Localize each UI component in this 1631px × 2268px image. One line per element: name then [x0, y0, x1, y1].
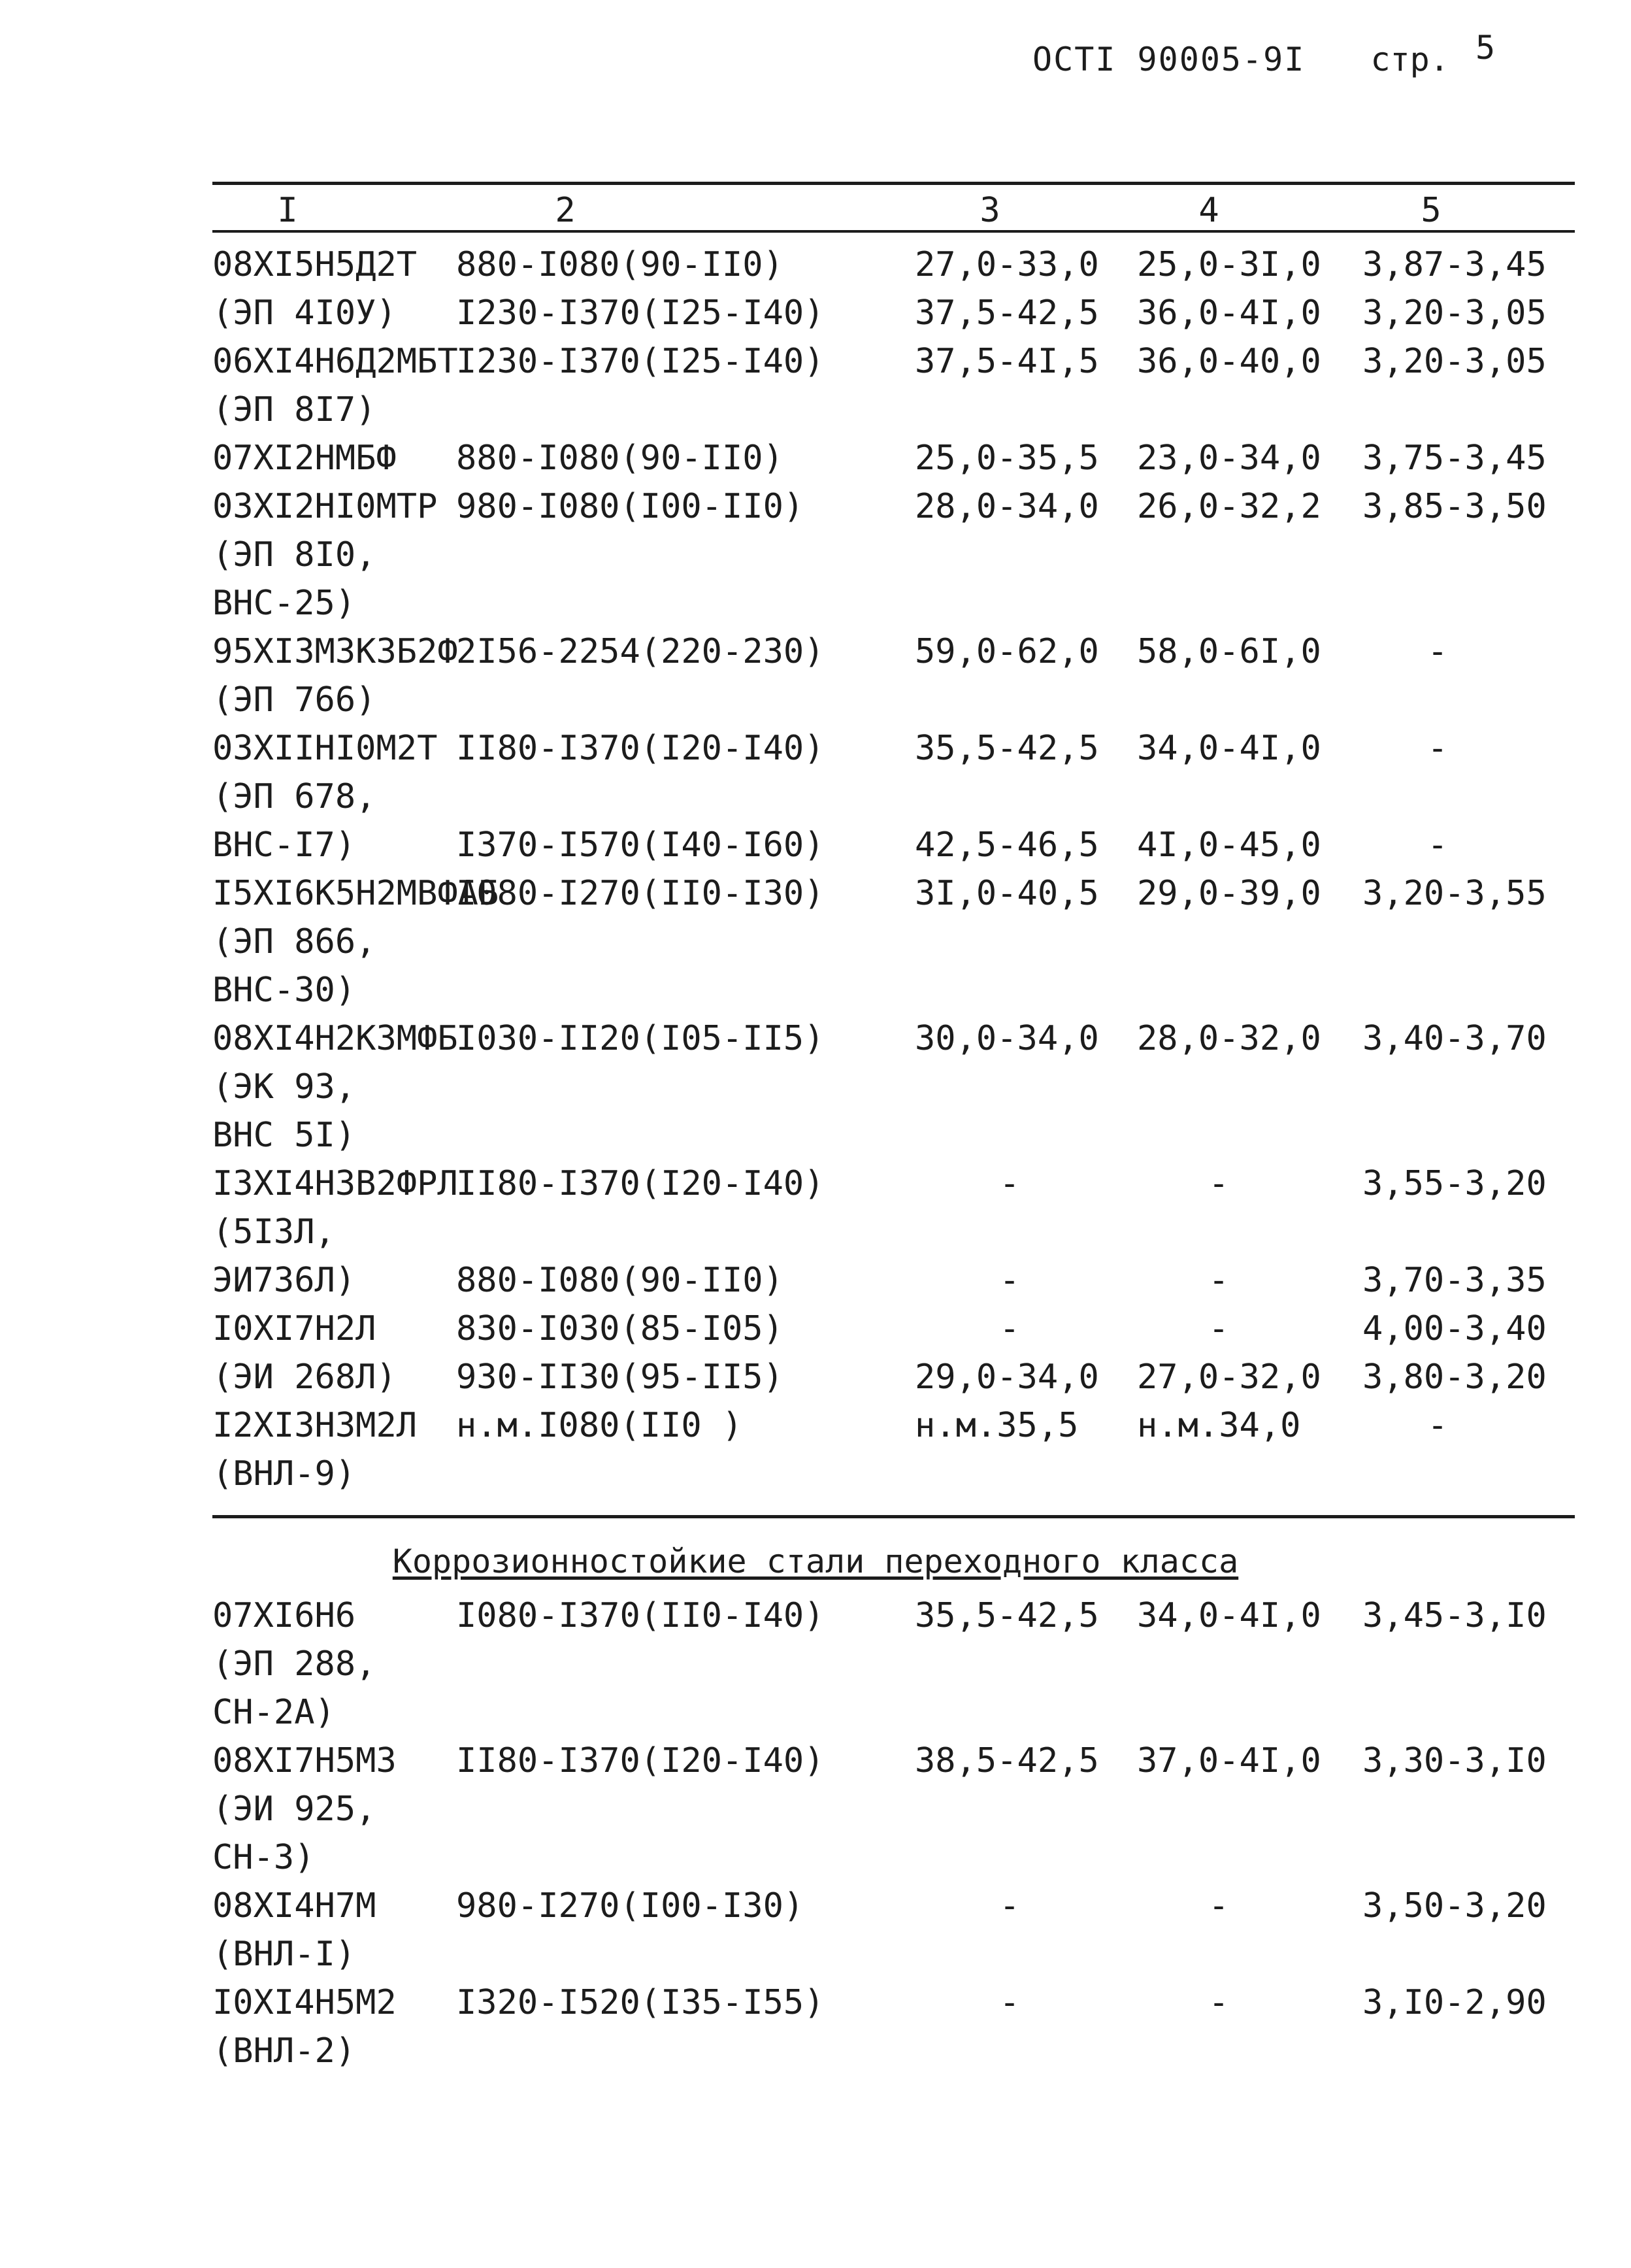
- cell-c4: 23,0-34,0: [1137, 439, 1321, 478]
- cell-c3: 27,0-33,0: [915, 245, 1099, 284]
- steel-table-martensitic: [0, 241, 1631, 1498]
- table-row: [0, 289, 1631, 337]
- cell-c1: 08XI4H7M: [212, 1886, 376, 1926]
- cell-c1: (5I3Л,: [212, 1212, 335, 1252]
- cell-c5: 3,20-3,05: [1362, 342, 1547, 381]
- cell-c4: -: [1208, 1983, 1229, 2022]
- cell-c1: ВНС 5I): [212, 1116, 356, 1155]
- cell-c3: 29,0-34,0: [915, 1358, 1099, 1397]
- document-code: ОСТI 90005-9I: [1032, 41, 1306, 78]
- table-row: [0, 386, 1631, 434]
- table-row: [0, 869, 1631, 918]
- cell-c5: 3,87-3,45: [1362, 245, 1547, 284]
- table-row: [0, 1882, 1631, 1930]
- cell-c3: н.м.35,5: [915, 1406, 1079, 1445]
- cell-c2: 880-I080(90-II0): [456, 1261, 783, 1300]
- cell-c4: -: [1208, 1164, 1229, 1203]
- cell-c5: -: [1427, 1406, 1448, 1445]
- cell-c1: (ЭП 8I0,: [212, 535, 376, 575]
- cell-c2: 2I56-2254(220-230): [456, 632, 825, 671]
- column-header-1: I: [277, 191, 298, 230]
- cell-c2: I370-I570(I40-I60): [456, 825, 825, 865]
- cell-c2: 930-II30(95-II5): [456, 1358, 783, 1397]
- cell-c1: (ВНЛ-2): [212, 2031, 356, 2071]
- cell-c2: I320-I520(I35-I55): [456, 1983, 825, 2022]
- cell-c1: I2XI3H3M2Л: [212, 1406, 418, 1445]
- cell-c2: II80-I370(I20-I40): [456, 1741, 825, 1780]
- page-number: 5: [1475, 29, 1496, 67]
- cell-c1: 07XI2HМБФ: [212, 439, 397, 478]
- column-headers: [0, 191, 1631, 230]
- cell-c1: (ВНЛ-9): [212, 1454, 356, 1493]
- table-row: [0, 918, 1631, 966]
- cell-c3: 3I,0-40,5: [915, 874, 1099, 913]
- table-row: [0, 1256, 1631, 1305]
- cell-c1: СН-2А): [212, 1693, 335, 1732]
- cell-c4: 37,0-4I,0: [1137, 1741, 1321, 1780]
- table-row: [0, 1063, 1631, 1111]
- cell-c4: -: [1208, 1261, 1229, 1300]
- cell-c3: -: [999, 1261, 1020, 1300]
- cell-c2: н.м.I080(II0 ): [456, 1406, 743, 1445]
- table-row: [0, 1305, 1631, 1353]
- cell-c3: 42,5-46,5: [915, 825, 1099, 865]
- table-row: [0, 1159, 1631, 1208]
- table-row: [0, 1833, 1631, 1882]
- cell-c3: -: [999, 1309, 1020, 1348]
- table-row: [0, 1014, 1631, 1063]
- table-row: [0, 1111, 1631, 1159]
- cell-c4: 28,0-32,0: [1137, 1019, 1321, 1058]
- cell-c3: 35,5-42,5: [915, 1596, 1099, 1635]
- table-row: [0, 773, 1631, 821]
- table-row: [0, 2027, 1631, 2075]
- header-bottom-rule: [212, 230, 1575, 233]
- table-row: [0, 1450, 1631, 1498]
- cell-c4: 36,0-40,0: [1137, 342, 1321, 381]
- cell-c5: 3,20-3,55: [1362, 874, 1547, 913]
- page-label: стр.: [1370, 41, 1449, 78]
- cell-c4: 34,0-4I,0: [1137, 729, 1321, 768]
- cell-c2: I080-I270(II0-I30): [456, 874, 825, 913]
- table-row: [0, 1640, 1631, 1688]
- cell-c3: 38,5-42,5: [915, 1741, 1099, 1780]
- cell-c2: 830-I030(85-I05): [456, 1309, 783, 1348]
- cell-c1: (ЭП 866,: [212, 922, 376, 961]
- cell-c1: ВНС-I7): [212, 825, 356, 865]
- cell-c1: ВНС-25): [212, 584, 356, 623]
- table-row: [0, 241, 1631, 289]
- cell-c4: 58,0-6I,0: [1137, 632, 1321, 671]
- cell-c2: 880-I080(90-II0): [456, 439, 783, 478]
- cell-c1: 08XI5H5Д2T: [212, 245, 418, 284]
- table-row: [0, 1737, 1631, 1785]
- cell-c2: I080-I370(II0-I40): [456, 1596, 825, 1635]
- column-header-3: 3: [980, 191, 1000, 230]
- cell-c4: 34,0-4I,0: [1137, 1596, 1321, 1635]
- cell-c5: 3,45-3,I0: [1362, 1596, 1547, 1635]
- cell-c5: -: [1427, 632, 1448, 671]
- cell-c1: (ЭИ 925,: [212, 1790, 376, 1829]
- section-title: Коррозионностойкие стали переходного класса: [392, 1543, 1239, 1580]
- table-row: [0, 531, 1631, 579]
- cell-c5: 3,40-3,70: [1362, 1019, 1547, 1058]
- cell-c5: 3,80-3,20: [1362, 1358, 1547, 1397]
- table-row: [0, 821, 1631, 869]
- cell-c5: -: [1427, 729, 1448, 768]
- cell-c3: 35,5-42,5: [915, 729, 1099, 768]
- table-row: [0, 724, 1631, 773]
- cell-c4: 36,0-4I,0: [1137, 293, 1321, 333]
- table-row: [0, 482, 1631, 531]
- cell-c2: I230-I370(I25-I40): [456, 342, 825, 381]
- cell-c5: 4,00-3,40: [1362, 1309, 1547, 1348]
- cell-c1: 08XI7H5M3: [212, 1741, 397, 1780]
- cell-c3: -: [999, 1164, 1020, 1203]
- cell-c5: 3,70-3,35: [1362, 1261, 1547, 1300]
- table-row: [0, 1401, 1631, 1450]
- cell-c2: I230-I370(I25-I40): [456, 293, 825, 333]
- cell-c4: 27,0-32,0: [1137, 1358, 1321, 1397]
- cell-c4: н.м.34,0: [1137, 1406, 1301, 1445]
- table-row: [0, 1930, 1631, 1978]
- cell-c5: 3,I0-2,90: [1362, 1983, 1547, 2022]
- cell-c1: 07XI6H6: [212, 1596, 356, 1635]
- table-row: [0, 337, 1631, 386]
- table-row: [0, 1208, 1631, 1256]
- cell-c3: 25,0-35,5: [915, 439, 1099, 478]
- column-header-5: 5: [1421, 191, 1442, 230]
- cell-c1: I5XI6K5H2МВФАБ: [212, 874, 499, 913]
- cell-c2: I030-II20(I05-II5): [456, 1019, 825, 1058]
- cell-c3: 59,0-62,0: [915, 632, 1099, 671]
- cell-c4: 29,0-39,0: [1137, 874, 1321, 913]
- table-row: [0, 434, 1631, 482]
- table-row: [0, 1978, 1631, 2027]
- table-row: [0, 676, 1631, 724]
- cell-c1: 95XI3M3K3Б2Ф: [212, 632, 458, 671]
- cell-c4: -: [1208, 1309, 1229, 1348]
- cell-c1: 06XI4H6Д2МБТ: [212, 342, 458, 381]
- cell-c3: 28,0-34,0: [915, 487, 1099, 526]
- table-row: [0, 579, 1631, 627]
- cell-c3: 37,5-4I,5: [915, 342, 1099, 381]
- cell-c1: (ЭК 93,: [212, 1067, 356, 1107]
- cell-c1: (ЭП 288,: [212, 1644, 376, 1684]
- cell-c1: (ВНЛ-I): [212, 1935, 356, 1974]
- table-row: [0, 966, 1631, 1014]
- cell-c3: -: [999, 1886, 1020, 1926]
- cell-c2: II80-I370(I20-I40): [456, 1164, 825, 1203]
- cell-c3: -: [999, 1983, 1020, 2022]
- cell-c1: (ЭИ 268Л): [212, 1358, 397, 1397]
- table-row: [0, 1353, 1631, 1401]
- cell-c1: I3XI4H3B2ФРЛ: [212, 1164, 458, 1203]
- cell-c3: 30,0-34,0: [915, 1019, 1099, 1058]
- table-top-rule: [212, 182, 1575, 185]
- cell-c1: I0XI7H2Л: [212, 1309, 376, 1348]
- table-row: [0, 627, 1631, 676]
- column-header-2: 2: [555, 191, 576, 230]
- cell-c2: 980-I080(I00-II0): [456, 487, 804, 526]
- cell-c5: 3,85-3,50: [1362, 487, 1547, 526]
- cell-c5: -: [1427, 825, 1448, 865]
- cell-c1: (ЭП 4I0У): [212, 293, 397, 333]
- cell-c4: 4I,0-45,0: [1137, 825, 1321, 865]
- cell-c1: 03XI2HI0МТР: [212, 487, 438, 526]
- cell-c2: II80-I370(I20-I40): [456, 729, 825, 768]
- cell-c1: ЭИ736Л): [212, 1261, 356, 1300]
- cell-c4: 26,0-32,2: [1137, 487, 1321, 526]
- table-mid-rule: [212, 1515, 1575, 1518]
- cell-c5: 3,30-3,I0: [1362, 1741, 1547, 1780]
- column-header-4: 4: [1198, 191, 1219, 230]
- page-header: [1032, 29, 1496, 78]
- cell-c3: 37,5-42,5: [915, 293, 1099, 333]
- cell-c1: 08XI4H2K3МФБ: [212, 1019, 458, 1058]
- cell-c1: СН-3): [212, 1838, 315, 1877]
- cell-c1: (ЭП 8I7): [212, 390, 376, 429]
- table-row: [0, 1688, 1631, 1737]
- cell-c5: 3,50-3,20: [1362, 1886, 1547, 1926]
- cell-c1: 03XIIHI0M2T: [212, 729, 438, 768]
- cell-c4: -: [1208, 1886, 1229, 1926]
- table-row: [0, 1592, 1631, 1640]
- cell-c2: 980-I270(I00-I30): [456, 1886, 804, 1926]
- cell-c4: 25,0-3I,0: [1137, 245, 1321, 284]
- cell-c1: (ЭП 766): [212, 680, 376, 720]
- cell-c5: 3,55-3,20: [1362, 1164, 1547, 1203]
- steel-table-transitional: [0, 1592, 1631, 2075]
- cell-c1: ВНС-30): [212, 971, 356, 1010]
- cell-c1: (ЭП 678,: [212, 777, 376, 816]
- cell-c5: 3,20-3,05: [1362, 293, 1547, 333]
- table-row: [0, 1785, 1631, 1833]
- cell-c2: 880-I080(90-II0): [456, 245, 783, 284]
- cell-c1: I0XI4H5M2: [212, 1983, 397, 2022]
- cell-c5: 3,75-3,45: [1362, 439, 1547, 478]
